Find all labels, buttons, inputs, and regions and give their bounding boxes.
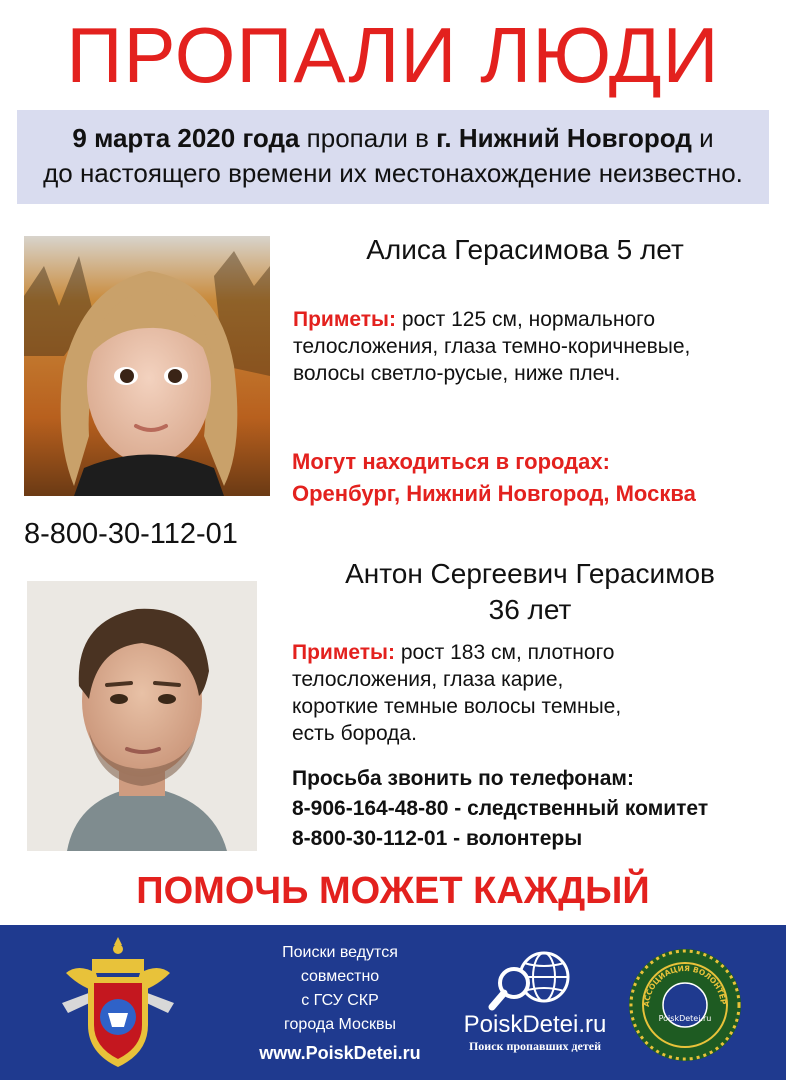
person2-photo: [27, 581, 257, 851]
intro-line-2: до настоящего времени их местонахождение неизвестно.: [43, 158, 743, 188]
footer-cooperation-text: [240, 941, 440, 1037]
slogan: ПОМОЧЬ МОЖЕТ КАЖДЫЙ: [136, 870, 650, 912]
person2-signs: [292, 639, 621, 747]
person1-signs: [293, 306, 690, 387]
person2-signs-line4: есть борода.: [292, 722, 417, 745]
contacts-heading: Просьба звонить по телефонам:: [292, 767, 634, 790]
magnifier-globe-icon: [488, 949, 578, 1013]
footer-line-2: совместно: [300, 968, 380, 985]
footer-line-4: города Москвы: [284, 1016, 396, 1033]
person2-signs-line1: рост 183 см, плотного: [394, 641, 615, 664]
intro-box: [17, 110, 769, 204]
phone-number-left: 8-800-30-112-01: [24, 518, 238, 550]
brand-name: PoiskDetei.ru: [463, 1011, 607, 1038]
intro-city: г. Нижний Новгород: [436, 123, 692, 153]
person2-signs-line3: короткие темные волосы темные,: [292, 695, 622, 718]
brand-tagline: Поиск пропавших детей: [468, 1039, 602, 1053]
person1-signs-line2: телосложения, глаза темно-коричневые,: [293, 335, 691, 358]
person1-signs-line3: волосы светло-русые, ниже плеч.: [293, 362, 621, 385]
cities-label: Могут находиться в городах:: [292, 449, 610, 474]
intro-line-1: [17, 121, 769, 156]
footer-bar: [0, 925, 786, 1080]
person2-signs-line2: телосложения, глаза карие,: [292, 668, 564, 691]
person2-signs-label: Приметы:: [292, 641, 395, 664]
person2-name: [280, 556, 780, 628]
intro-end: и: [691, 123, 714, 153]
seal-ring-text: АССОЦИАЦИЯ ВОЛОНТЕР: [641, 963, 728, 1008]
contacts-block: [292, 764, 708, 854]
cities-list: Оренбург, Нижний Новгород, Москва: [292, 481, 696, 506]
volunteer-seal-icon: [615, 945, 755, 1065]
contacts-line-2: 8-800-30-112-01 - волонтеры: [292, 827, 583, 850]
person1-cities: [292, 446, 696, 510]
footer-url-link[interactable]: www.PoiskDetei.ru: [259, 1043, 421, 1063]
person1-photo: [24, 236, 270, 496]
person2-name-line1: Антон Сергеевич Герасимов: [345, 558, 715, 589]
poster-title: ПРОПАЛИ ЛЮДИ: [66, 11, 720, 99]
intro-mid: пропали в: [299, 123, 437, 153]
person1-name: Алиса Герасимова 5 лет: [366, 234, 684, 265]
emblem-icon: [58, 933, 178, 1073]
person1-signs-line1: рост 125 см, нормального: [395, 308, 656, 331]
footer-line-3: с ГСУ СКР: [301, 992, 379, 1009]
contacts-line-1: 8-906-164-48-80 - следственный комитет: [292, 797, 709, 820]
intro-date: 9 марта 2020 года: [72, 123, 300, 153]
person2-age: 36 лет: [488, 594, 572, 625]
seal-center-text: PoiskDetei.ru: [658, 1014, 712, 1023]
person1-signs-label: Приметы:: [293, 308, 396, 331]
footer-line-1: Поиски ведутся: [282, 944, 398, 961]
